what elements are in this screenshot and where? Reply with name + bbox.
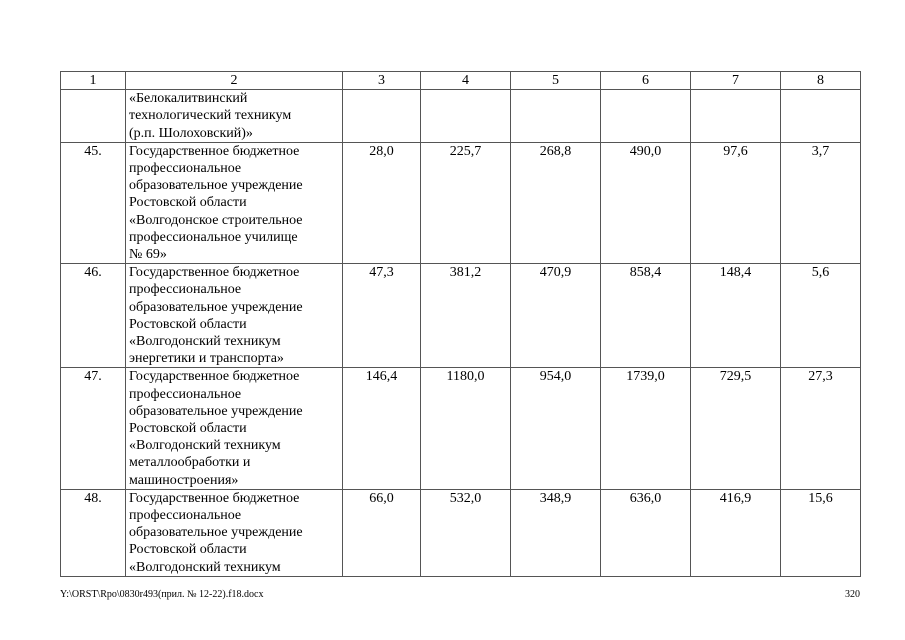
- value-cell: 636,0: [601, 489, 691, 576]
- table-row: [61, 489, 861, 576]
- value-cell: 47,3: [343, 264, 421, 368]
- table-row: [61, 368, 861, 489]
- row-number: 45.: [61, 142, 126, 263]
- data-table: [60, 71, 861, 577]
- institution-name: Государственное бюджетное профессиональное образовательное учреждение Ростовской области «Волгодонский техникум энергетики и транспорта»: [126, 264, 343, 368]
- value-cell: 28,0: [343, 142, 421, 263]
- value-cell: 470,9: [511, 264, 601, 368]
- column-header: 2: [126, 72, 343, 90]
- value-cell: [421, 90, 511, 143]
- column-header: 1: [61, 72, 126, 90]
- value-cell: 66,0: [343, 489, 421, 576]
- row-number: 48.: [61, 489, 126, 576]
- value-cell: 148,4: [691, 264, 781, 368]
- value-cell: 381,2: [421, 264, 511, 368]
- column-header: 8: [781, 72, 861, 90]
- value-cell: 1180,0: [421, 368, 511, 489]
- row-number: 46.: [61, 264, 126, 368]
- row-number: [61, 90, 126, 143]
- value-cell: [511, 90, 601, 143]
- value-cell: 3,7: [781, 142, 861, 263]
- table-row: [61, 142, 861, 263]
- value-cell: 97,6: [691, 142, 781, 263]
- value-cell: 1739,0: [601, 368, 691, 489]
- table-row: [61, 264, 861, 368]
- value-cell: [781, 90, 861, 143]
- institution-name: «Белокалитвинский технологический техникум (р.п. Шолоховский)»: [126, 90, 343, 143]
- institution-name: Государственное бюджетное профессиональное образовательное учреждение Ростовской области «Волгодонское строительное профессиональное училище № 69»: [126, 142, 343, 263]
- value-cell: 5,6: [781, 264, 861, 368]
- table-row: [61, 90, 861, 143]
- page-number: 320: [845, 589, 860, 600]
- column-header: 5: [511, 72, 601, 90]
- value-cell: 729,5: [691, 368, 781, 489]
- value-cell: 954,0: [511, 368, 601, 489]
- value-cell: [691, 90, 781, 143]
- column-header: 4: [421, 72, 511, 90]
- column-header: 6: [601, 72, 691, 90]
- column-header: 3: [343, 72, 421, 90]
- institution-name: Государственное бюджетное профессиональное образовательное учреждение Ростовской области «Волгодонский техникум: [126, 489, 343, 576]
- value-cell: 348,9: [511, 489, 601, 576]
- column-header: 7: [691, 72, 781, 90]
- value-cell: 27,3: [781, 368, 861, 489]
- row-number: 47.: [61, 368, 126, 489]
- value-cell: 268,8: [511, 142, 601, 263]
- file-path: Y:\ORST\Rpo\0830r493(прил. № 12-22).f18.docx: [60, 589, 264, 600]
- value-cell: 490,0: [601, 142, 691, 263]
- table-header-row: [61, 72, 861, 90]
- value-cell: [343, 90, 421, 143]
- value-cell: 225,7: [421, 142, 511, 263]
- value-cell: 416,9: [691, 489, 781, 576]
- value-cell: [601, 90, 691, 143]
- value-cell: 532,0: [421, 489, 511, 576]
- value-cell: 15,6: [781, 489, 861, 576]
- institution-name: Государственное бюджетное профессиональное образовательное учреждение Ростовской области «Волгодонский техникум металлообработки и машиностроения»: [126, 368, 343, 489]
- value-cell: 858,4: [601, 264, 691, 368]
- value-cell: 146,4: [343, 368, 421, 489]
